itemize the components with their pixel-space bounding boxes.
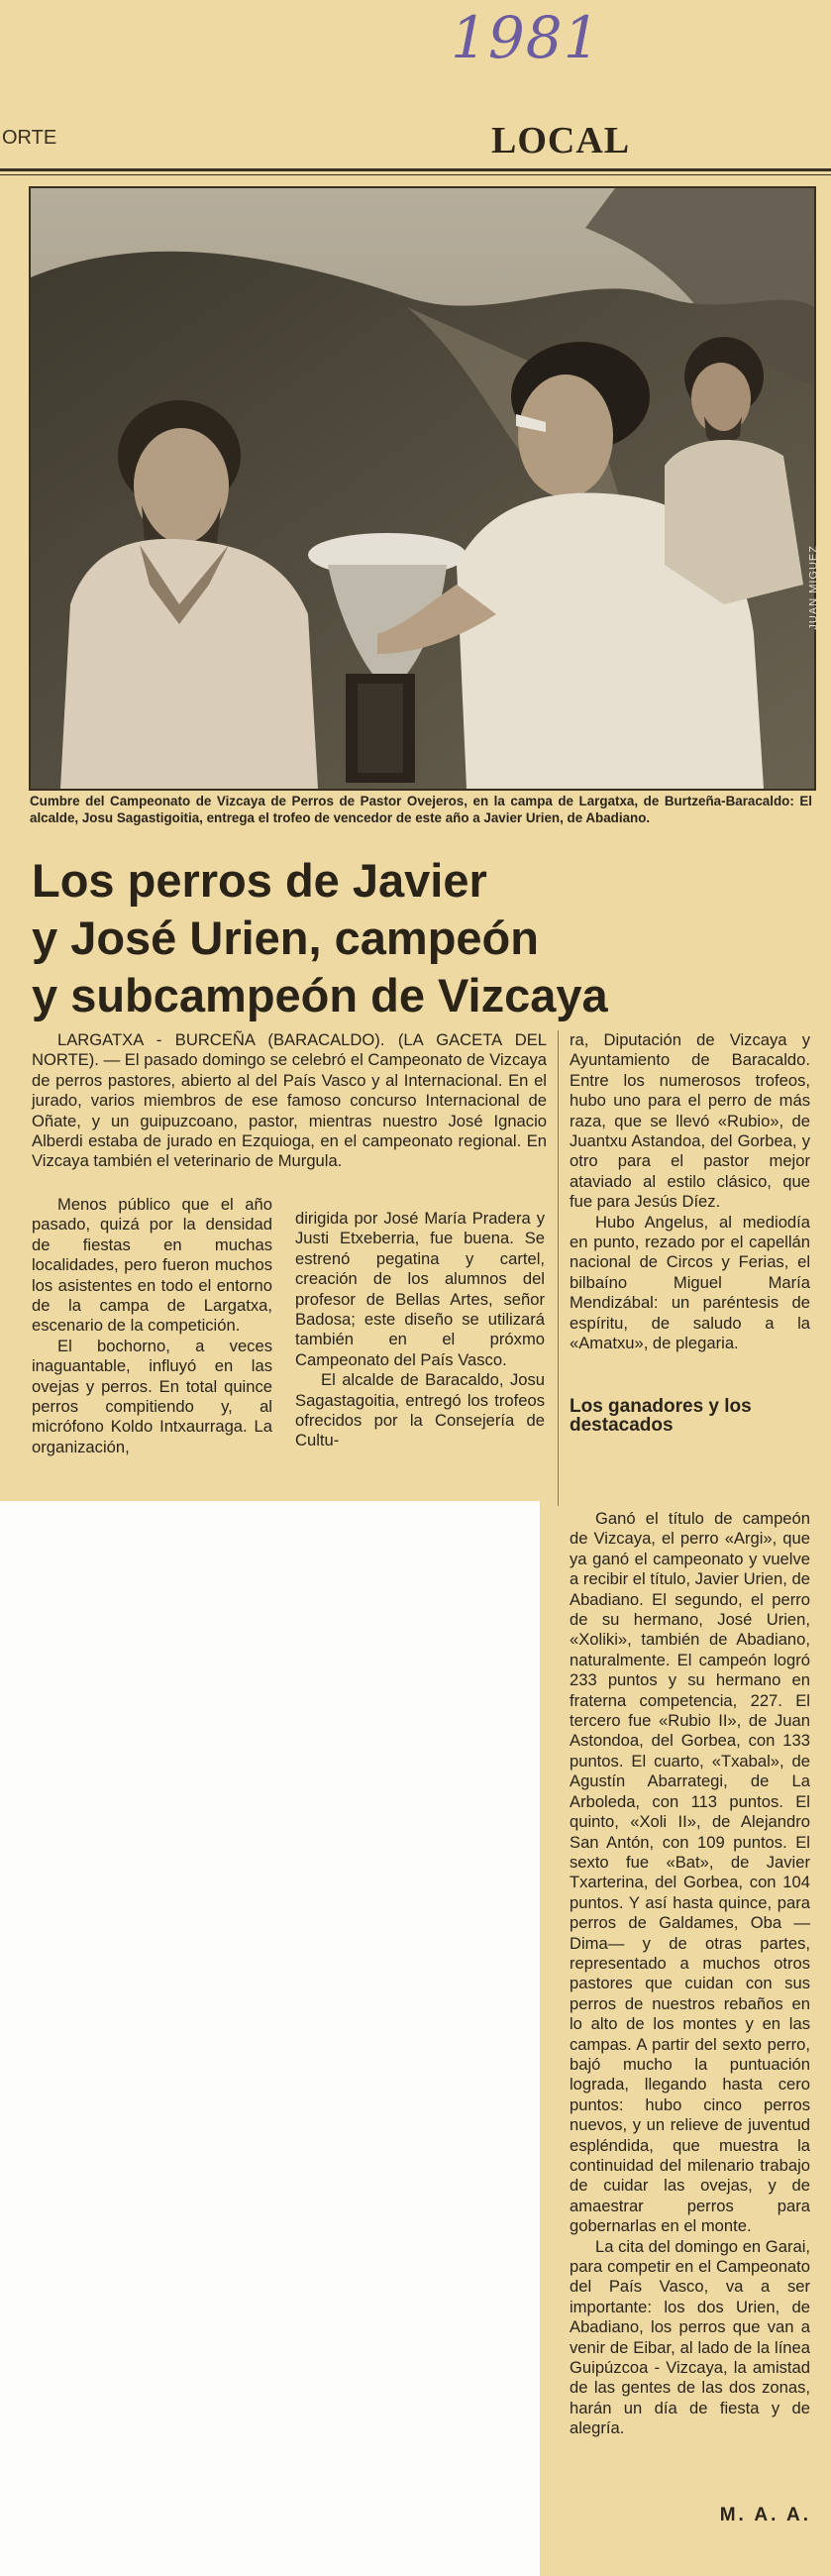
column-2-paragraph: dirigida por José María Pradera y Justi Etxeberria, fue buena. Se estrenó pegatina y cartel, creación de los alumnos del profesor de Bellas Artes, señor Badosa; este diseño se utilizará también en el próxmo Campeonato del País Vasco. [295, 1209, 545, 1369]
press-photo [29, 186, 820, 791]
column-3-lower-paragraph: Ganó el título de campeón de Vizcaya, el perro «Argi», que ya ganó el campeonato y vuelve a recibir el título, Javier Urien, de Abadiano. El segundo, el perro de su hermano, José Urien, «Xoliki», también de Abadiano, naturalmente. El campeón logró 233 puntos y su hermano en fraterna competencia, 227. El tercero fue «Rubio II», de Juan Astondoa, del Gorbea, con 133 puntos. El cuarto, «Txabal», de Agustín Abarrategi, de La Arboleda, con 113 puntos. El quinto, «Xoli II», de Alejandro San Antón, con 109 puntos. El sexto fue «Bat», de Javier Txarterina, del Gorbea, con 104 puntos. Y así hasta quince, para perros de Galdames, Oba —Dima— y de otras partes, representado a muchos otros pastores que cuidan con sus perros de nuestros rebaños en lo alto de los montes y en las campas. A partir del sexto perro, bajó mucho la puntuación lograda, llegando hasta cero puntos: hubo cinco perros nuevos, y un relieve de juventud espléndida, que muestra la continuidad del milenario trabajo de cuidar las ovejas, y de amaestrar perros para gobernarlas en el monte. [570, 1509, 810, 2236]
column-1-paragraph: Menos público que el año pasado, quizá por la densidad de fiestas en muchas localidades, pero fueron muchos los asistentes en todo el entorno de la campa de Largatxa, escenario de la competición. [32, 1195, 272, 1336]
headline-line-3: y subcampeón de Vizcaya [32, 969, 608, 1021]
article-headline [32, 852, 804, 1024]
section-rule [0, 168, 831, 171]
section-rule-thin [0, 174, 831, 175]
column-divider [558, 1030, 559, 1506]
article-column-3 [570, 1030, 810, 1354]
lead-paragraph: LARGATXA - BURCEÑA (BARACALDO). (LA GACETA DEL NORTE). — El pasado domingo se celebró el Campeonato de Vizcaya de perros pastores, abierto al del País Vasco y al Internacional. En el jurado, varios miembros de ese famoso concurso Internacional de Oñate, y un guipuzcoano, pastor, mientras nuestro José Ignacio Alberdi estaba de jurado en Ezquioga, en el campeonato regional. En Vizcaya también el veterinario de Murgula. [32, 1030, 547, 1171]
article-subhead: Los ganadores y los destacados [570, 1396, 752, 1436]
section-label-left: ORTE [2, 127, 57, 149]
author-signature: M. A. A. [719, 2505, 811, 2525]
section-title: LOCAL [491, 120, 631, 161]
handwritten-year: 1981 [451, 4, 601, 71]
article-column-3-lower [570, 1509, 810, 2439]
article-column-1 [32, 1195, 272, 1457]
photo-credit: JUAN MIGUEZ [808, 545, 820, 630]
column-2-paragraph: El alcalde de Baracaldo, Josu Sagastagoitia, entregó los trofeos ofrecidos por la Consejería de Cultu- [295, 1370, 545, 1450]
press-photo-illustration [31, 188, 814, 789]
column-3-paragraph: ra, Diputación de Vizcaya y Ayuntamiento de Baracaldo. Entre los numerosos trofeos, hubo uno para el perro de más raza, que se llevó «Rubio», de Juantxu Astandoa, del Gorbea, y otro para el pastor mejor ataviado al estilo clásico, que fue para Jesús Díez. [570, 1030, 810, 1212]
photo-caption: Cumbre del Campeonato de Vizcaya de Perros de Pastor Ovejeros, en la campa de Largatxa, de Burtzeña-Baracaldo: El alcalde, Josu Sagastigoitia, entrega el trofeo de vencedor de este año a Javier Urien, de Abadiano. [30, 794, 812, 825]
article-lead [32, 1030, 547, 1172]
column-3-lower-paragraph: La cita del domingo en Garai, para competir en el Campeonato del País Vasco, va a ser importante: los dos Urien, de Abadiano, los perros que van a venir de Eibar, al lado de la línea Guipúzcoa - Vizcaya, la amistad de las gentes de las dos zonas, harán un día de fiesta y de alegría. [570, 2236, 810, 2438]
column-3-paragraph: Hubo Angelus, al mediodía en punto, rezado por el capellán nacional de Circos y Ferias, el bilbaíno Miguel María Mendizábal: un paréntesis de espíritu, de saludo a la «Amatxu», de plegaria. [570, 1212, 810, 1353]
article-column-2 [295, 1209, 545, 1451]
headline-line-2: y José Urien, campeón [32, 912, 539, 964]
column-1-paragraph: El bochorno, a veces inaguantable, influyó en las ovejas y perros. En total quince perros compitiendo y, al micrófono Koldo Intxaurraga. La organización, [32, 1336, 272, 1456]
headline-line-1: Los perros de Javier [32, 854, 487, 907]
